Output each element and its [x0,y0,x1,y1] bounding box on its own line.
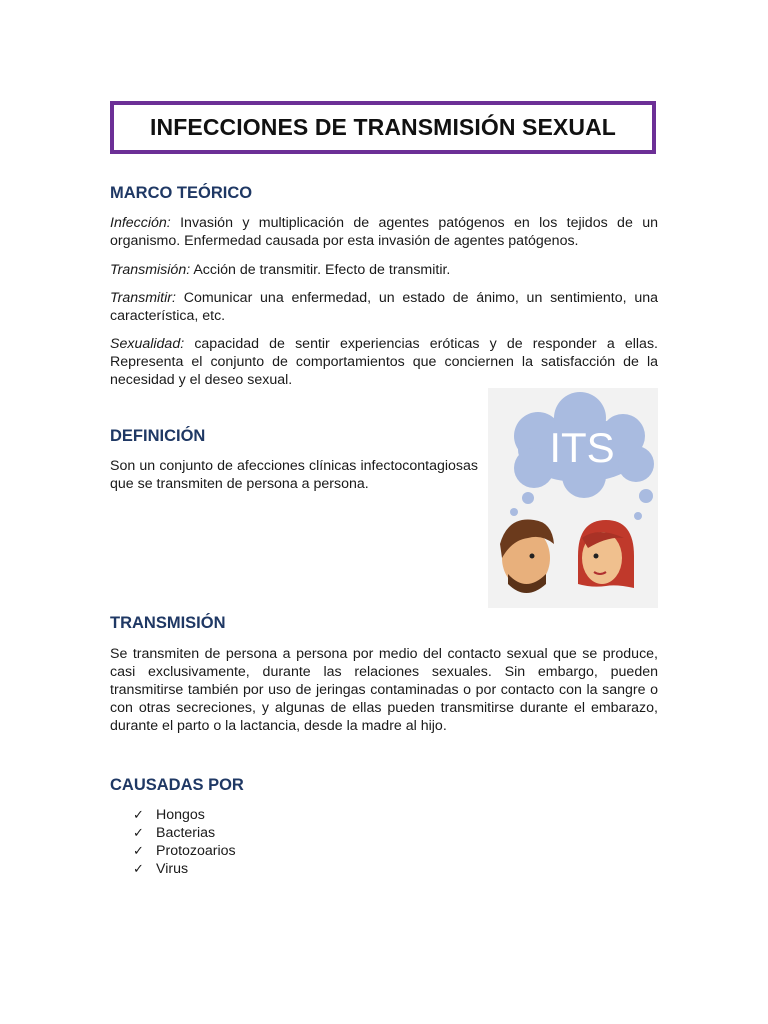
list-item [133,842,236,860]
check-icon: ✓ [133,861,144,876]
cause-label: Bacterias [156,825,216,841]
list-item [133,860,236,878]
causes-list [133,806,236,878]
list-item [133,806,236,824]
list-item [133,824,236,842]
definition-transmision [110,261,658,279]
page-title: INFECCIONES DE TRANSMISIÓN SEXUAL [150,114,616,140]
check-icon: ✓ [133,807,144,822]
heading-transmision: TRANSMISIÓN [110,614,226,632]
man-face-icon [500,520,554,594]
cause-label: Virus [156,861,189,877]
transmision-text: Se transmiten de persona a persona por medio del contacto sexual que se produce, casi exclusivamente, durante las relaciones sexuales. Sin embargo, pueden transmitirse también por uso de jeringas contaminadas o por contacto con la sangre o con otras secreciones, y algunas de ellas pueden transmitirse durante el embarazo, durante el parto o la lactancia, desde la madre al hijo. [110,646,658,734]
term-text: capacidad de sentir experiencias eróticas y de responder a ellas. Representa el conjunto de comportamientos que conciernen la satisfacción de la necesidad y el deseo sexual. [110,336,658,388]
heading-definicion: DEFINICIÓN [110,427,206,445]
heading-causadas-por: CAUSADAS POR [110,776,244,794]
definicion-paragraph [110,457,478,493]
term-text: Invasión y multiplicación de agentes patógenos en los tejidos de un organismo. Enfermedad causada por esta invasión de agentes patógenos. [110,215,658,249]
term-label: Transmisión: [110,262,191,278]
term-text: Comunicar una enfermedad, un estado de ánimo, un sentimiento, una característica, etc. [110,290,658,324]
term-label: Infección: [110,215,171,231]
cause-label: Hongos [156,807,205,823]
definition-infeccion [110,214,658,250]
definition-transmitir [110,289,658,325]
its-illustration-svg [488,388,658,608]
cloud-label: ITS [549,424,615,471]
its-illustration [488,388,658,608]
term-label: Sexualidad: [110,336,185,352]
transmision-paragraph [110,645,658,735]
check-icon: ✓ [133,843,144,858]
heading-marco-teorico: MARCO TEÓRICO [110,184,253,202]
woman-face-icon [578,520,634,588]
term-label: Transmitir: [110,290,176,306]
term-text: Acción de transmitir. Efecto de transmitir. [190,262,451,278]
definition-sexualidad [110,335,658,389]
title-box [110,101,656,154]
cause-label: Protozoarios [156,843,236,859]
check-icon: ✓ [133,825,144,840]
definicion-text: Son un conjunto de afecciones clínicas infectocontagiosas que se transmiten de persona a persona. [110,458,478,492]
